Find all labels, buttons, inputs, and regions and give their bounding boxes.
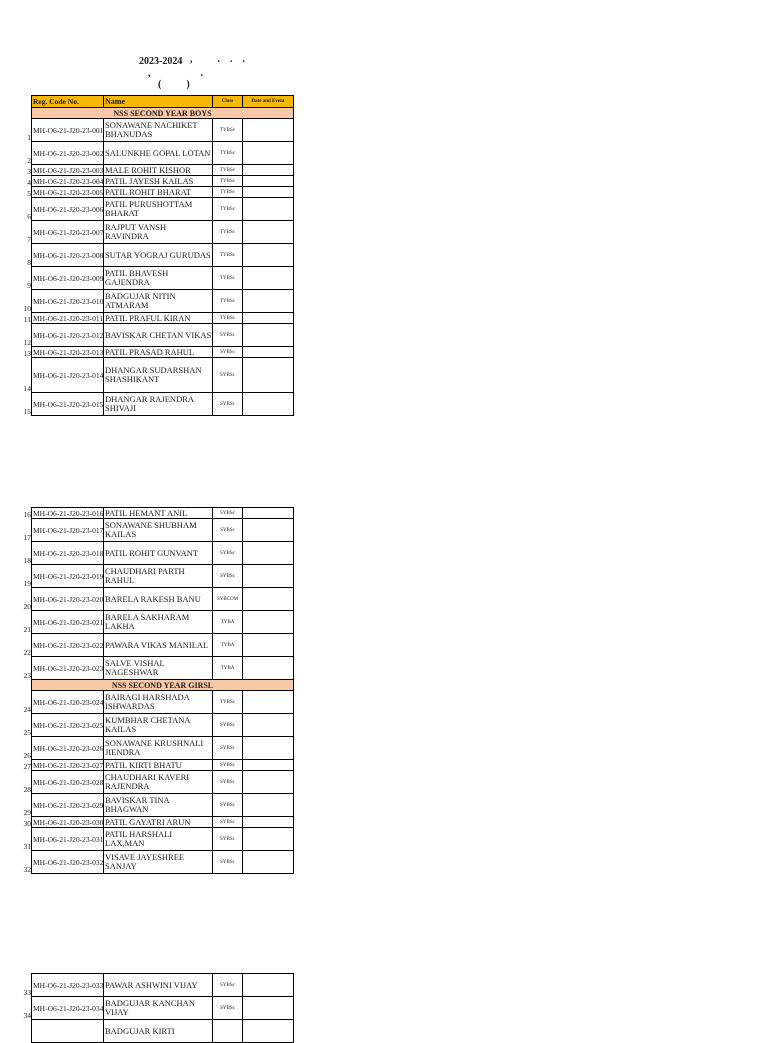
- table-row: [23, 347, 294, 358]
- class-cell: TYBSc: [213, 142, 243, 165]
- column-header-date: Date and Event: [243, 96, 294, 108]
- name-cell: MALE ROHIT KISHOR: [104, 165, 213, 176]
- class-cell: TYBA: [213, 657, 243, 680]
- date-event-cell: [243, 828, 294, 851]
- reg-code-cell: MH-O6-21-J20-23-028: [32, 771, 104, 794]
- date-event-cell: [243, 794, 294, 817]
- reg-code-cell: [32, 1020, 104, 1043]
- name-cell: BAVISKAR TINA BHAGWAN: [104, 794, 213, 817]
- name-cell: KUMBHAR CHETANA KAILAS: [104, 714, 213, 737]
- date-event-cell: [243, 588, 294, 611]
- reg-code-cell: MH-O6-21-J20-23-034: [32, 997, 104, 1020]
- class-cell: SYBSc: [213, 828, 243, 851]
- reg-code-cell: MH-O6-21-J20-23-004: [33, 176, 104, 186]
- reg-code-cell: MH-O6-21-J20-23-022: [32, 634, 104, 657]
- date-event-cell: [243, 508, 294, 519]
- table-row: [32, 1020, 294, 1043]
- date-event-cell: [243, 198, 294, 221]
- class-cell: SYBSc: [213, 714, 243, 737]
- reg-code-cell: MH-O6-21-J20-23-031: [32, 828, 104, 851]
- table-row: [23, 324, 294, 347]
- table-row: [23, 542, 294, 565]
- serial-number: 19: [23, 579, 31, 588]
- table-row: [23, 714, 294, 737]
- table-row: [27, 119, 294, 142]
- reg-code-cell: MH-O6-21-J20-23-008: [32, 244, 104, 267]
- name-cell: BARELA SAKHARAM LAKHA: [104, 611, 213, 634]
- column-header-class: Class: [213, 96, 243, 108]
- serial-number: 20: [23, 602, 31, 611]
- class-cell: SYBSc: [213, 817, 243, 828]
- class-cell: TYBSc: [213, 187, 243, 198]
- class-cell: SYBSc: [213, 542, 243, 565]
- date-event-cell: [243, 393, 294, 416]
- reg-code-cell: MH-O6-21-J20-23-030: [33, 817, 104, 827]
- date-event-cell: [243, 634, 294, 657]
- class-cell: SYBSc: [213, 508, 243, 519]
- name-cell: PATIL GAYATRI ARUN: [104, 817, 213, 828]
- class-cell: SYBSc: [213, 794, 243, 817]
- class-cell: TYBSc: [213, 176, 243, 187]
- date-event-cell: [243, 997, 294, 1020]
- table-row: [23, 691, 294, 714]
- column-header-name: Name: [104, 96, 213, 108]
- reg-code-cell: MH-O6-21-J20-23-024: [32, 691, 104, 714]
- serial-number: 10: [23, 304, 31, 313]
- class-cell: SYBSc: [213, 851, 243, 874]
- table-row: [27, 221, 294, 244]
- table-row: [27, 142, 294, 165]
- class-cell: SYBSc: [213, 565, 243, 588]
- reg-code-cell: MH-O6-21-J20-23-026: [32, 737, 104, 760]
- name-cell: SUTAR YOGRAJ GURUDAS: [104, 244, 213, 267]
- roster-table-block-1: [23, 95, 294, 416]
- date-event-cell: [243, 691, 294, 714]
- table-row: [23, 313, 294, 324]
- date-event-cell: [243, 187, 294, 198]
- reg-code-cell: MH-O6-21-J20-23-014: [32, 358, 104, 393]
- serial-number: 3: [27, 167, 31, 176]
- roster-table-block-3: [23, 973, 294, 1043]
- name-cell: PATIL PRAFUL KIRAN: [104, 313, 213, 324]
- class-cell: TYBSc: [213, 244, 243, 267]
- name-cell: DHANGAR SUDARSHAN SHASHIKANT: [104, 358, 213, 393]
- reg-code-cell: MH-O6-21-J20-23-019: [32, 565, 104, 588]
- name-cell: CHAUDHARI KAVERI RAJENDRA: [104, 771, 213, 794]
- name-cell: SONAWANE NACHIKET BHANUDAS: [104, 119, 213, 142]
- class-cell: TYBSc: [213, 119, 243, 142]
- date-event-cell: [243, 290, 294, 313]
- serial-number: 4: [27, 178, 31, 187]
- serial-number: 7: [27, 235, 31, 244]
- date-event-cell: [243, 267, 294, 290]
- serial-number: 15: [23, 407, 31, 416]
- serial-number: 18: [23, 556, 31, 565]
- class-cell: SYBSc: [213, 997, 243, 1020]
- reg-code-cell: MH-O6-21-J20-23-011: [33, 313, 104, 323]
- header-year: 2023-2024: [139, 56, 183, 67]
- serial-number: 8: [27, 258, 31, 267]
- serial-number: 28: [23, 785, 31, 794]
- table-row: [23, 997, 294, 1020]
- date-event-cell: [243, 358, 294, 393]
- serial-number: 6: [27, 212, 31, 221]
- reg-code-cell: MH-O6-21-J20-23-016: [33, 508, 104, 518]
- date-event-cell: [243, 771, 294, 794]
- table-row: [23, 588, 294, 611]
- name-cell: PATIL BHAVESH GAJENDRA: [104, 267, 213, 290]
- serial-number: 14: [23, 384, 31, 393]
- reg-code-cell: MH-O6-21-J20-23-023: [32, 657, 104, 680]
- table-row: [27, 187, 294, 198]
- class-cell: TYBSc: [213, 165, 243, 176]
- table-row: [23, 393, 294, 416]
- reg-code-cell: MH-O6-21-J20-23-033: [32, 974, 104, 997]
- class-cell: SYBSc: [213, 347, 243, 358]
- name-cell: PATIL HARSHALI LAX,MAN: [104, 828, 213, 851]
- class-cell: [213, 1020, 243, 1043]
- class-cell: TYBA: [213, 611, 243, 634]
- table-row: [23, 290, 294, 313]
- class-cell: SYBSc: [213, 324, 243, 347]
- date-event-cell: [243, 347, 294, 358]
- date-event-cell: [243, 165, 294, 176]
- table-row: [23, 657, 294, 680]
- name-cell: SONAWANE KRUSHNALI JIENDRA: [104, 737, 213, 760]
- section-title: NSS SECOND YEAR BOYS: [32, 108, 294, 119]
- serial-number: 31: [23, 842, 31, 851]
- date-event-cell: [243, 737, 294, 760]
- reg-code-cell: MH-O6-21-J20-23-007: [32, 221, 104, 244]
- class-cell: SYBSc: [213, 393, 243, 416]
- table-row: [27, 198, 294, 221]
- name-cell: PATIL JAYESH KAILAS: [104, 176, 213, 187]
- name-cell: SONAWANE SHUBHAM KAILAS: [104, 519, 213, 542]
- date-event-cell: [243, 1020, 294, 1043]
- table-row: [23, 634, 294, 657]
- reg-code-cell: MH-O6-21-J20-23-029: [32, 794, 104, 817]
- date-event-cell: [243, 221, 294, 244]
- serial-number: 24: [23, 705, 31, 714]
- date-event-cell: [243, 244, 294, 267]
- serial-number: 30: [23, 819, 31, 828]
- class-cell: SYBSc: [213, 771, 243, 794]
- serial-number: 29: [23, 808, 31, 817]
- reg-code-cell: MH-O6-21-J20-23-032: [32, 851, 104, 874]
- class-cell: TYBSc: [213, 198, 243, 221]
- class-cell: SYBSc: [213, 760, 243, 771]
- name-cell: RAJPUT VANSH RAVINDRA: [104, 221, 213, 244]
- reg-code-cell: MH-O6-21-J20-23-025: [32, 714, 104, 737]
- date-event-cell: [243, 324, 294, 347]
- reg-code-cell: MH-O6-21-J20-23-020: [32, 588, 104, 611]
- class-cell: TYBSc: [213, 691, 243, 714]
- date-event-cell: [243, 142, 294, 165]
- section-header-girls: [32, 680, 294, 691]
- reg-code-cell: MH-O6-21-J20-23-003: [33, 165, 104, 175]
- reg-code-cell: MH-O6-21-J20-23-006: [32, 198, 104, 221]
- name-cell: PAWAR ASHWINI VIJAY: [104, 974, 213, 997]
- name-cell: SALUNKHE GOPAL LOTAN: [104, 142, 213, 165]
- reg-code-cell: MH-O6-21-J20-23-013: [33, 347, 104, 357]
- table-row: [23, 760, 294, 771]
- class-cell: TYBSc: [213, 313, 243, 324]
- class-cell: SYBSc: [213, 519, 243, 542]
- date-event-cell: [243, 714, 294, 737]
- name-cell: SALVE VISHAL NAGESHWAR: [104, 657, 213, 680]
- name-cell: PATIL KIRTI BHATU: [104, 760, 213, 771]
- serial-number: 12: [23, 338, 31, 347]
- serial-number: 21: [23, 625, 31, 634]
- name-cell: BAIRAGI HARSHADA ISHWARDAS: [104, 691, 213, 714]
- reg-code-cell: MH-O6-21-J20-23-001: [32, 119, 104, 142]
- header-line3: ( ): [158, 79, 190, 90]
- table-row: [23, 828, 294, 851]
- reg-code-cell: MH-O6-21-J20-23-002: [32, 142, 104, 165]
- reg-code-cell: MH-O6-21-J20-23-027: [33, 760, 104, 770]
- name-cell: VISAVE JAYESHREE SANJAY: [104, 851, 213, 874]
- class-cell: TYBSc: [213, 267, 243, 290]
- section-header-boys: [32, 108, 294, 119]
- table-row: [23, 737, 294, 760]
- reg-code-cell: MH-O6-21-J20-23-017: [32, 519, 104, 542]
- class-cell: SYBSc: [213, 737, 243, 760]
- date-event-cell: [243, 611, 294, 634]
- serial-number: 27: [23, 762, 31, 771]
- class-cell: TYBA: [213, 634, 243, 657]
- serial-number: 23: [23, 671, 31, 680]
- table-row: [27, 165, 294, 176]
- table-row: [23, 611, 294, 634]
- serial-number: 22: [23, 648, 31, 657]
- name-cell: PATIL HEMANT ANIL: [104, 508, 213, 519]
- serial-number: 16: [23, 510, 31, 519]
- date-event-cell: [243, 851, 294, 874]
- name-cell: PAWARA VIKAS MANILAL: [104, 634, 213, 657]
- date-event-cell: [243, 760, 294, 771]
- reg-code-cell: MH-O6-21-J20-23-021: [32, 611, 104, 634]
- serial-number: 34: [23, 1011, 31, 1020]
- date-event-cell: [243, 119, 294, 142]
- serial-number: 13: [23, 349, 31, 358]
- reg-code-cell: MH-O6-21-J20-23-009: [32, 267, 104, 290]
- name-cell: PATIL ROHIT BHARAT: [104, 187, 213, 198]
- name-cell: PATIL ROHIT GUNVANT: [104, 542, 213, 565]
- date-event-cell: [243, 657, 294, 680]
- table-row: [23, 519, 294, 542]
- table-row: [27, 244, 294, 267]
- table-header-row: [32, 96, 294, 108]
- serial-number: 26: [23, 751, 31, 760]
- name-cell: DHANGAR RAJENDRA SHIVAJI: [104, 393, 213, 416]
- table-row: [23, 794, 294, 817]
- date-event-cell: [243, 176, 294, 187]
- table-row: [23, 817, 294, 828]
- serial-number: 32: [23, 865, 31, 874]
- date-event-cell: [243, 817, 294, 828]
- name-cell: CHAUDHARI PARTH RAHUL: [104, 565, 213, 588]
- serial-number: 25: [23, 728, 31, 737]
- serial-number: 2: [27, 156, 31, 165]
- name-cell: PATIL PRASAD RAHUL: [104, 347, 213, 358]
- name-cell: BADGUJAR KANCHAN VIJAY: [104, 997, 213, 1020]
- name-cell: BAVISKAR CHETAN VIKAS: [104, 324, 213, 347]
- serial-number: 33: [23, 988, 31, 997]
- class-cell: SYBSc: [213, 974, 243, 997]
- serial-number: 11: [23, 315, 31, 324]
- table-row: [23, 358, 294, 393]
- table-row: [23, 974, 294, 997]
- date-event-cell: [243, 974, 294, 997]
- name-cell: BARELA RAKESH BANU: [104, 588, 213, 611]
- table-row: [23, 771, 294, 794]
- reg-code-cell: MH-O6-21-J20-23-012: [32, 324, 104, 347]
- class-cell: SYBCOM: [213, 588, 243, 611]
- serial-number: 1: [27, 133, 31, 142]
- reg-code-cell: MH-O6-21-J20-23-018: [32, 542, 104, 565]
- reg-code-cell: MH-O6-21-J20-23-005: [33, 187, 104, 197]
- section-title: NSS SECOND YEAR GIRSL: [32, 680, 294, 691]
- header-line2: , .: [148, 68, 203, 79]
- date-event-cell: [243, 565, 294, 588]
- date-event-cell: [243, 542, 294, 565]
- table-row: [27, 267, 294, 290]
- class-cell: TYBSc: [213, 221, 243, 244]
- name-cell: BADGUJAR NITIN ATMARAM: [104, 290, 213, 313]
- table-row: [27, 176, 294, 187]
- name-cell: BADGUJAR KIRTI: [104, 1020, 213, 1043]
- serial-number: 9: [27, 281, 31, 290]
- table-row: [23, 851, 294, 874]
- table-row: [23, 508, 294, 519]
- column-header-reg: Reg. Code No.: [32, 96, 104, 108]
- class-cell: TYBSc: [213, 290, 243, 313]
- date-event-cell: [243, 313, 294, 324]
- serial-number: 17: [23, 533, 31, 542]
- table-row: [23, 565, 294, 588]
- header-line1: , . . .: [190, 54, 245, 65]
- name-cell: PATIL PURUSHOTTAM BHARAT: [104, 198, 213, 221]
- reg-code-cell: MH-O6-21-J20-23-010: [32, 290, 104, 313]
- reg-code-cell: MH-O6-21-J20-23-015: [32, 393, 104, 416]
- roster-table-block-2: [23, 507, 294, 874]
- class-cell: SYBSc: [213, 358, 243, 393]
- serial-number: 5: [27, 189, 31, 198]
- date-event-cell: [243, 519, 294, 542]
